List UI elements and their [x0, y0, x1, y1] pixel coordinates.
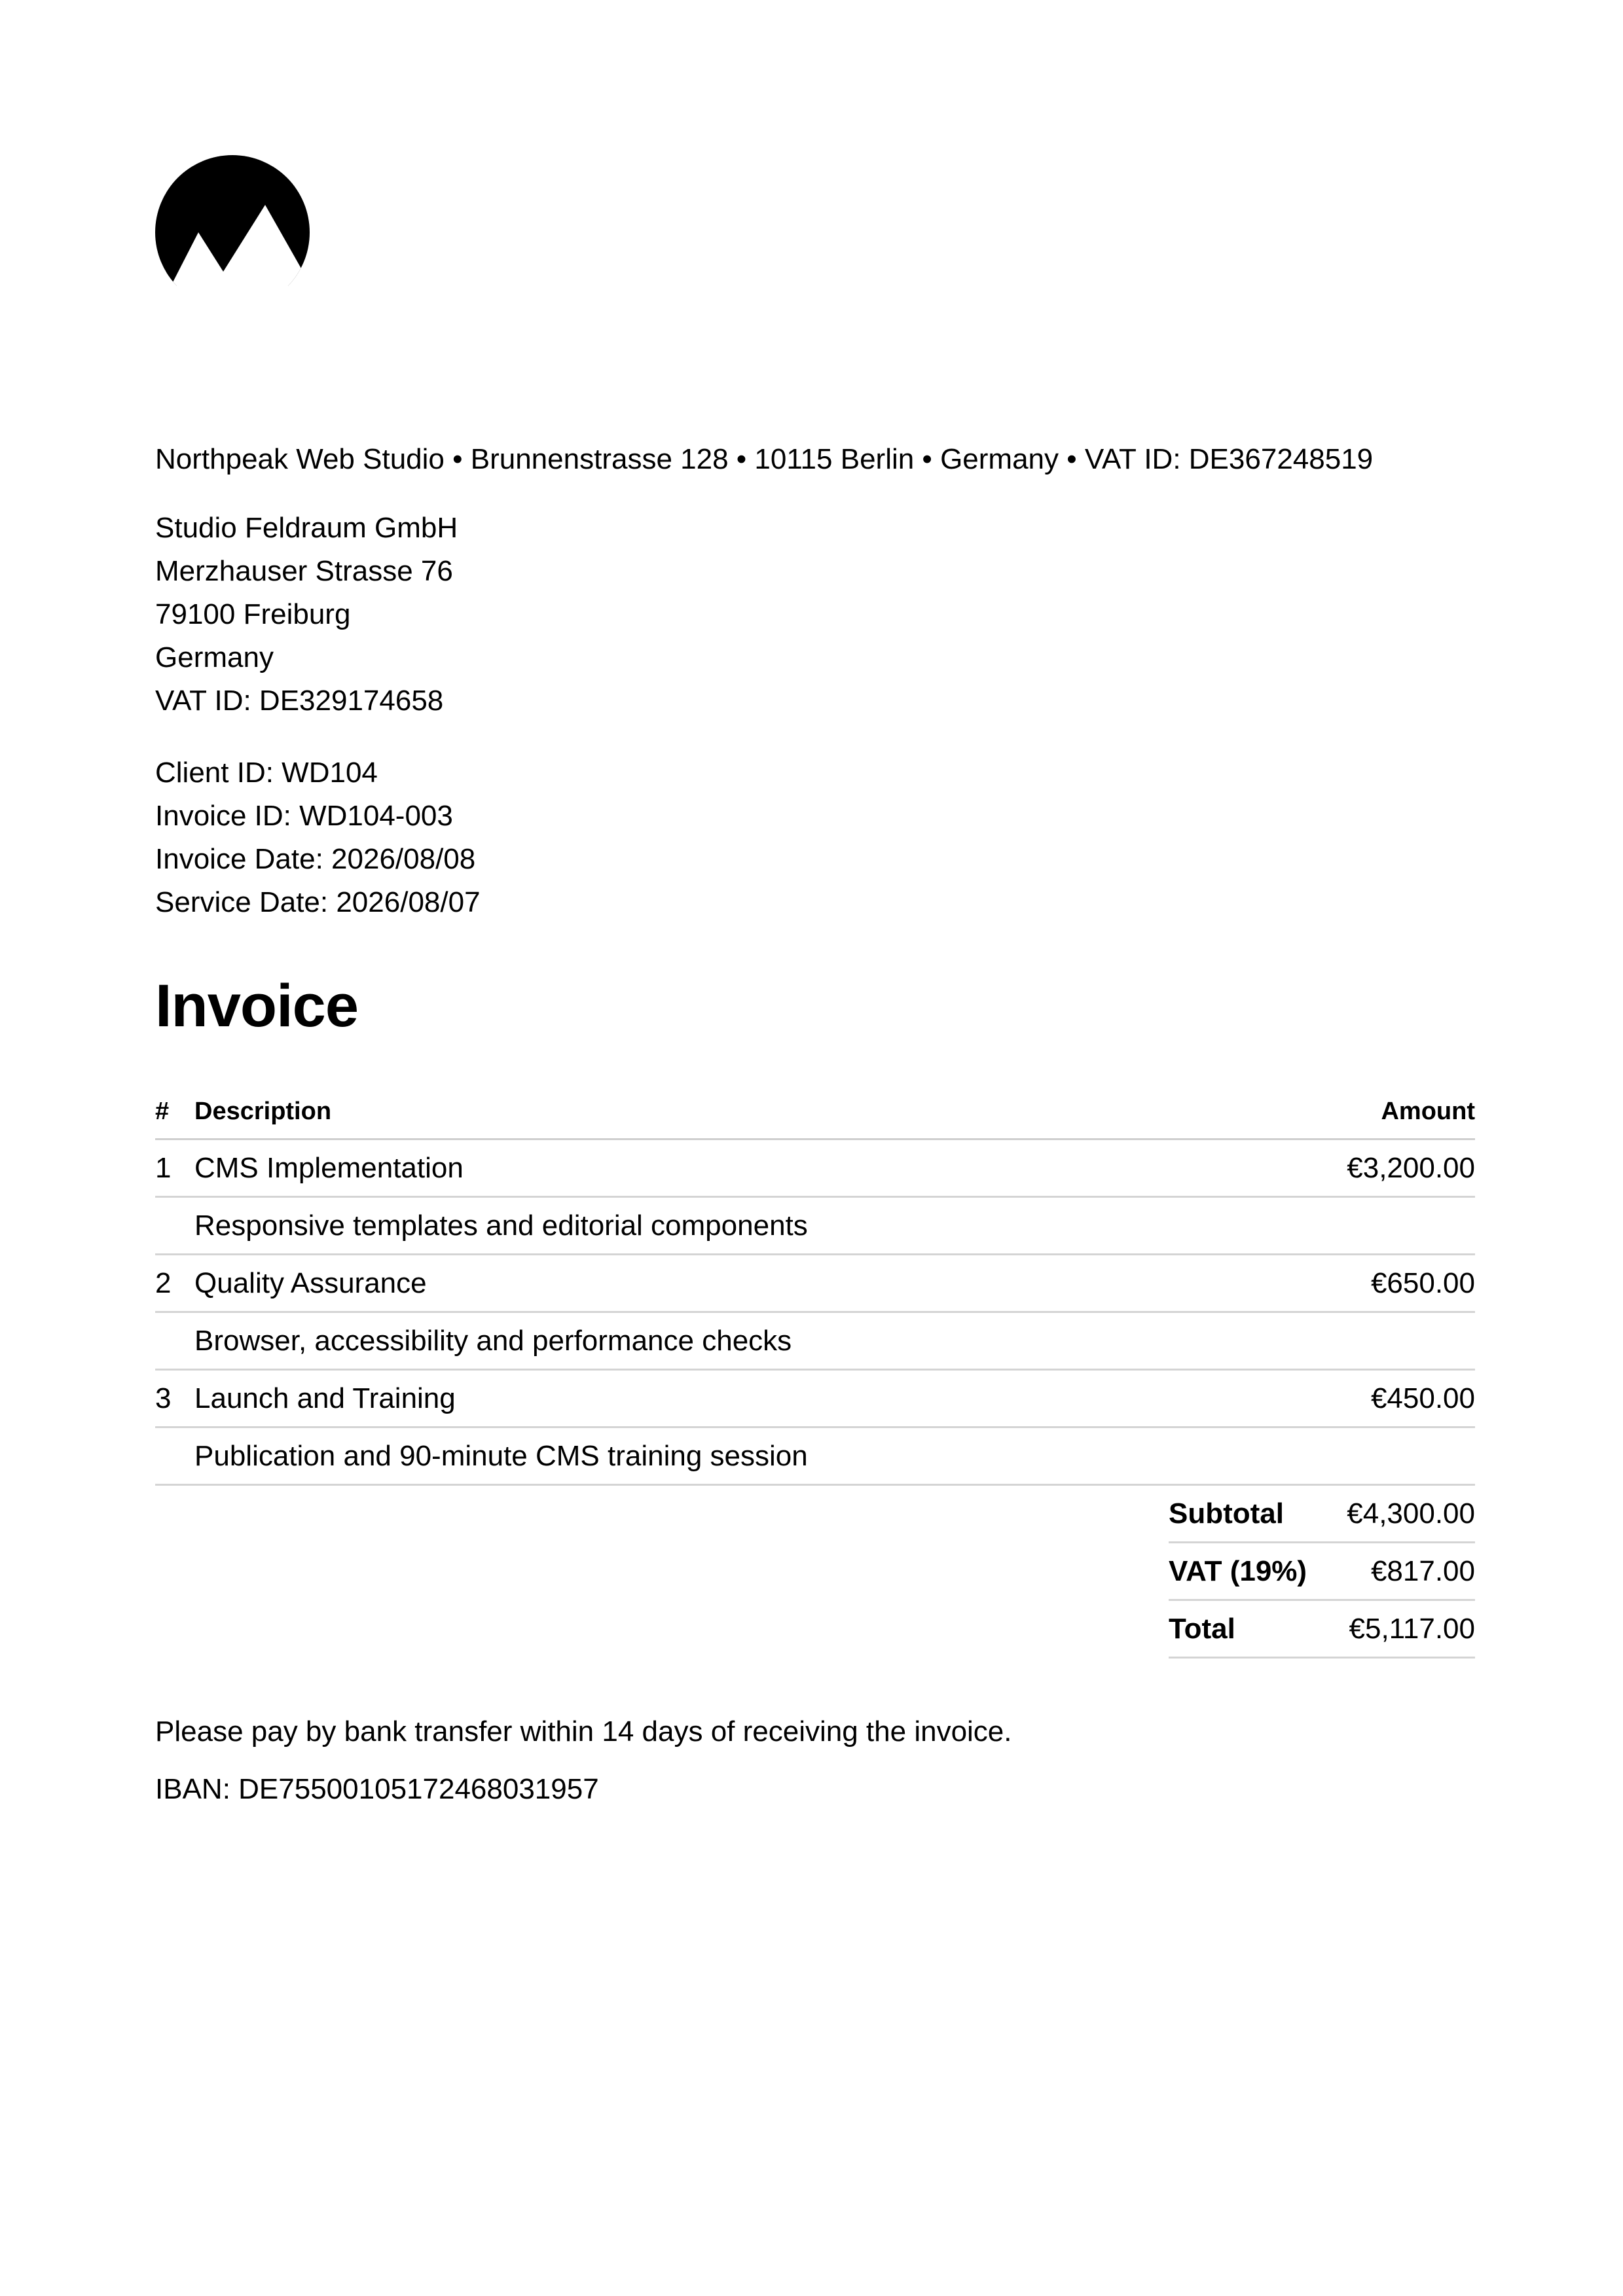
recipient-city: 79100 Freiburg	[155, 598, 351, 630]
item-detail: Publication and 90-minute CMS training session	[194, 1439, 808, 1472]
invoice-meta	[155, 751, 481, 924]
invoice-date: Invoice Date: 2026/08/08	[155, 843, 476, 875]
subtotal-value: €4,300.00	[1347, 1497, 1475, 1530]
vat-value: €817.00	[1370, 1554, 1475, 1587]
line-items-table	[155, 1085, 1475, 1486]
total-value: €5,117.00	[1349, 1612, 1475, 1645]
service-date: Service Date: 2026/08/07	[155, 886, 481, 918]
item-name: CMS Implementation	[194, 1151, 464, 1184]
item-number: 3	[155, 1382, 172, 1414]
item-number: 2	[155, 1266, 172, 1299]
recipient-address	[155, 507, 458, 723]
vat-row	[1169, 1543, 1475, 1601]
item-number: 1	[155, 1151, 172, 1184]
recipient-street: Merzhauser Strasse 76	[155, 555, 453, 587]
recipient-country: Germany	[155, 641, 274, 673]
table-row	[155, 1140, 1475, 1198]
sender-address-line: Northpeak Web Studio • Brunnenstrasse 128 • 10115 Berlin • Germany • VAT ID: DE367248519	[155, 443, 1374, 475]
vat-label: VAT (19%)	[1169, 1554, 1307, 1587]
item-detail: Responsive templates and editorial components	[194, 1209, 808, 1242]
item-amount: €650.00	[1370, 1266, 1475, 1299]
recipient-vat-id: VAT ID: DE329174658	[155, 685, 444, 717]
header-number: #	[155, 1098, 170, 1125]
table-row-detail	[155, 1428, 1475, 1486]
table-row-detail	[155, 1198, 1475, 1255]
invoice-id: Invoice ID: WD104-003	[155, 800, 453, 832]
iban: IBAN: DE75500105172468031957	[155, 1773, 599, 1805]
item-amount: €3,200.00	[1347, 1151, 1475, 1184]
table-row-detail	[155, 1313, 1475, 1371]
table-row	[155, 1371, 1475, 1428]
header-amount: Amount	[1381, 1098, 1475, 1125]
header-description: Description	[194, 1098, 332, 1125]
client-id: Client ID: WD104	[155, 757, 378, 789]
payment-note: Please pay by bank transfer within 14 days of receiving the invoice.	[155, 1715, 1012, 1748]
subtotal-row	[1169, 1486, 1475, 1543]
totals-table	[1169, 1486, 1475, 1659]
table-header	[155, 1085, 1475, 1140]
subtotal-label: Subtotal	[1169, 1497, 1284, 1530]
item-amount: €450.00	[1370, 1382, 1475, 1414]
item-detail: Browser, accessibility and performance checks	[194, 1324, 792, 1357]
total-label: Total	[1169, 1612, 1235, 1645]
item-name: Quality Assurance	[194, 1266, 427, 1299]
recipient-name: Studio Feldraum GmbH	[155, 512, 458, 544]
page-title: Invoice	[155, 973, 359, 1039]
mountain-logo-icon	[155, 155, 310, 286]
item-name: Launch and Training	[194, 1382, 456, 1414]
table-row	[155, 1255, 1475, 1313]
total-row	[1169, 1601, 1475, 1659]
